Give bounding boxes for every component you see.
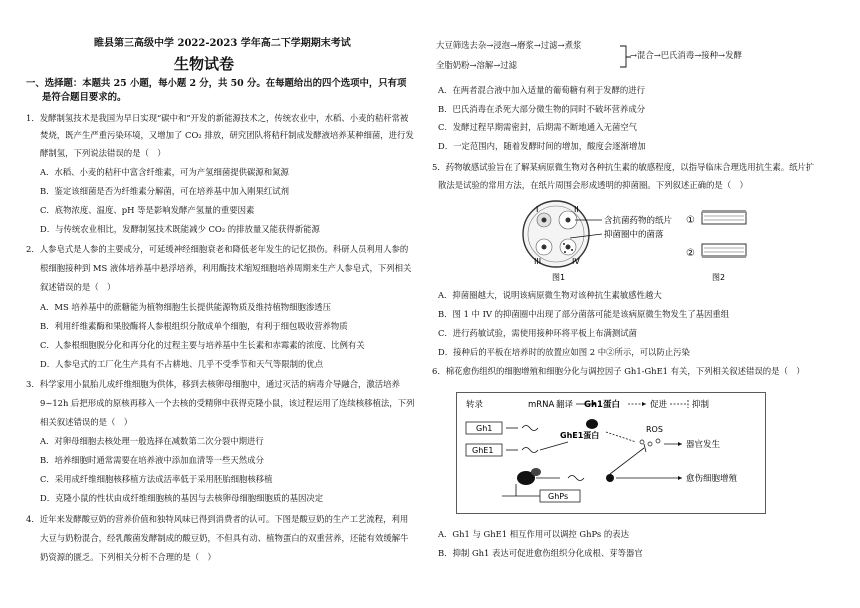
- roman-iii: III: [534, 257, 542, 266]
- q4-option-c: C．发酵过程早期需密封，后期需不断地通入无菌空气: [438, 122, 638, 132]
- fig2-caption: 图2: [712, 273, 726, 282]
- label-promote: 促进: [650, 400, 668, 410]
- plate-orientation-2: [702, 244, 746, 258]
- ghps-product: [606, 474, 614, 482]
- label-ghe1-protein: GhE1蛋白: [560, 431, 600, 440]
- gene-gh1: Gh1: [476, 424, 493, 433]
- q5-stem-line2: 散法是试验的常用方法，在纸片周围会形成透明的抑菌圈。下列叙述正确的是（ ）: [438, 180, 748, 190]
- q4-stem-line3: 奶资源的匮乏。下列相关分析不合理的是（ ）: [40, 552, 216, 562]
- flow-row-tail: →混合→巴氏消毒→接种→发酵: [630, 50, 742, 60]
- q1-option-c: C．底物浓度、温度、pH 等是影响发酵产氢量的重要因素: [40, 205, 255, 215]
- label-callus-proliferation: 愈伤细胞增殖: [686, 474, 738, 484]
- q6-option-a: A．Gh1 与 GhE1 相互作用可以调控 GhPs 的表达: [438, 529, 629, 539]
- q2-stem-line2: 根细胞接种到 MS 液体培养基中悬浮培养，利用酶技术缩短细胞培养周期来生产人参皂式，下列相关: [40, 263, 412, 273]
- q2-stem-line3: 叙述错误的是（ ）: [40, 282, 116, 292]
- q1-option-b: B．鉴定该细菌是否为纤维素分解菌，可在培养基中加入刚果红试剂: [40, 186, 290, 196]
- q1-option-a: A．水稻、小麦的秸秆中富含纤维素，可为产氢细菌提供碳源和氮源: [40, 167, 289, 177]
- roman-i: I: [536, 205, 539, 214]
- q3-option-b: B．培养细胞时通常需要在培养液中添加血清等一些天然成分: [40, 455, 264, 465]
- q6-option-b: B．抑制 Gh1 表达可促进愈伤组织分化成根、芽等器官: [438, 548, 643, 558]
- q3-stem-line1: 3．科学家用小鼠胎儿成纤维细胞为供体，移到去核卵母细胞中，通过灭活的病毒介导融合，激活培养: [26, 379, 400, 389]
- flow-row-milk: 全脂奶粉→溶解→过滤: [436, 60, 518, 70]
- label-ros: ROS: [646, 425, 663, 434]
- gene-ghps: GhPs: [548, 492, 569, 501]
- q2-option-a: A．MS 培养基中的蔗糖能为植物细胞生长提供能源物质及维持植物细胞渗透压: [40, 302, 332, 312]
- q4-stem-line1: 4．近年来发酵酸豆奶的营养价值和独特风味已得到消费者的认可。下图是酸豆奶的生产工艺流程，利用: [26, 514, 409, 524]
- q5-stem-line1: 5．药物敏感试验旨在了解某病原微生物对各种抗生素的敏感程度，以指导临床合理选用抗生素。纸片扩: [432, 162, 815, 172]
- subject-title: 生物试卷: [174, 55, 235, 73]
- gh1-protein-shape: [586, 419, 598, 429]
- q6-stem: 6．棉花愈伤组织的细胞增殖和细胞分化与调控因子 Gh1-GhE1 有关，下列相关叙述错误的是（ ）: [432, 366, 805, 376]
- label-translate: 翻译: [556, 400, 574, 410]
- label-organ-development: 器官发生: [686, 440, 721, 450]
- q2-option-b: B．利用纤维素酶和果胶酶将人参根组织分散成单个细胞，有利于细包吸收营养物质: [40, 321, 348, 331]
- q5-option-b: B．图 1 中 IV 的抑菌圈中出现了部分菌落可能是该病原微生物发生了基因重组: [438, 309, 730, 319]
- q2-stem-line1: 2．人参皂式是人参的主要成分，可延缓神经细胞衰老和降低老年发生的记忆损伤。科研人员利用人参的: [26, 244, 409, 254]
- q4-option-a: A．在两者混合液中加入适量的葡萄糖有利于发酵的进行: [438, 85, 646, 95]
- q3-stem-line2: 9~12h 后把形成的原核再移入一个去核的受精卵中获得克隆小鼠，该过程运用了连续核移植法，下列: [40, 398, 415, 408]
- flow-row-soy: 大豆筛选去杂→浸泡→磨浆→过滤→煮浆: [436, 40, 582, 50]
- label-colony-in-zone: 抑菌圈中的菌落: [604, 230, 664, 240]
- q2-option-c: C．人参根细胞脱分化和再分化的过程主要与培养基中生长素和赤霉素的浓度、比例有关: [40, 340, 365, 350]
- q5-figure: [520, 198, 760, 284]
- q3-option-d: D．克隆小鼠的性状由成纤维细胞核的基因与去核卵母细胞细胞质的基因决定: [40, 493, 324, 503]
- q5-option-c: C．进行药敏试验，需使用接种环将平板上布满测试菌: [438, 328, 638, 338]
- q4-process-flow: [436, 38, 836, 80]
- q4-stem-line2: 大豆与奶粉混合，经乳酸菌发酵制成的酸豆奶，不但具有动、植物蛋白的双重营养，还能有效缓解牛: [40, 533, 409, 543]
- q1-stem-line1: 1．发酵制氢技术是我国为早日实现“碳中和”开发的新能源技术之，传统农业中，水稻、小麦的秸秆常被: [26, 113, 409, 123]
- label-gh1-protein: Gh1蛋白: [584, 400, 620, 410]
- label-inhibit: 抑制: [692, 400, 710, 410]
- section-heading-line2: 是符合题目要求的。: [42, 92, 127, 103]
- circled-2: ②: [686, 248, 695, 259]
- q3-stem-line3: 相关叙述错误的是（ ）: [40, 417, 133, 427]
- q2-option-d: D．人参皂式的工厂化生产具有不占耕地、几乎不受季节和天气等限制的优点: [40, 359, 324, 369]
- label-antibiotic-disc: 含抗菌药物的纸片: [604, 216, 673, 226]
- circled-1: ①: [686, 215, 695, 226]
- plate-orientation-1: [702, 210, 746, 224]
- q1-stem-line2: 焚烧，既产生严重污染环境，又增加了 CO₂ 排放，研究团队将秸秆制成发酵液培养某种细菌，进行发: [40, 130, 414, 140]
- q3-option-a: A．对卵母细胞去核处理一般选择在减数第二次分裂中期进行: [40, 436, 264, 446]
- fig1-caption: 图1: [552, 273, 566, 282]
- q6-regulation-diagram: [456, 392, 766, 514]
- q3-option-c: C．采用成纤维细胞核移植方法成活率低于采用胚胎细胞核移植: [40, 474, 273, 484]
- section-heading-line1: 一、选择题：本题共 25 小题，每小题 2 分，共 50 分。在每题给出的四个选项中，只有项: [26, 78, 407, 89]
- exam-title: 睢县第三高级中学 2022-2023 学年高二下学期期末考试: [94, 38, 351, 49]
- q5-option-d: D．接种后的平板在培养时的放置应如图 2 中②所示，可以防止污染: [438, 347, 690, 357]
- roman-ii: II: [574, 205, 579, 214]
- roman-iv: IV: [572, 257, 580, 266]
- q5-option-a: A．抑菌圈越大，说明该病原微生物对该种抗生素敏感性越大: [438, 290, 662, 300]
- label-transcribe: 转录: [466, 400, 484, 410]
- q4-option-d: D．一定范围内，随着发酵时间的增加，酸度会逐渐增加: [438, 141, 646, 151]
- q1-option-d: D．与传统农业相比，发酵制氢技术既能减少 CO₂ 的排放量又能获得新能源: [40, 224, 320, 234]
- gene-ghe1: GhE1: [472, 446, 494, 455]
- q4-option-b: B．巴氏消毒在杀死大部分微生物的同时不破坏营养成分: [438, 104, 646, 114]
- label-mrna: mRNA: [528, 400, 555, 410]
- q1-stem-line3: 酵制氢，下列说法错误的是（ ）: [40, 148, 166, 158]
